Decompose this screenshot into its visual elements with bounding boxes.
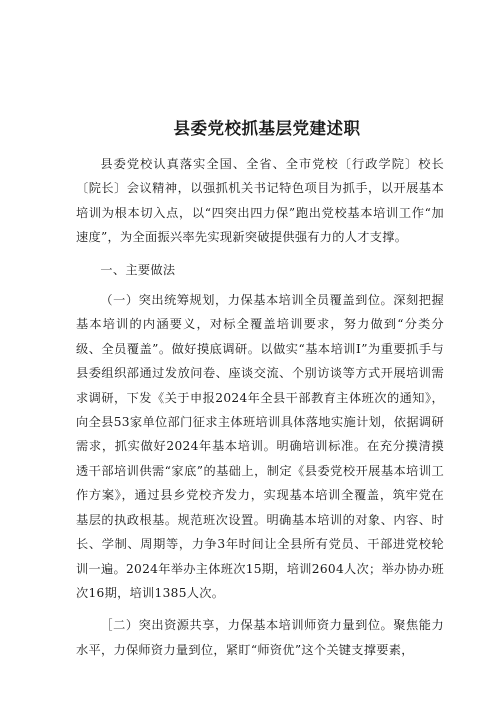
intro-paragraph: 县委党校认真落实全国、全省、全市党校〔行政学院〕校长〔院长〕会议精神，以强抓机关书记特色项目为抓手，以开展基本培训为根本切入点，以“四突出四力保”跑出党校基本培训工作“加速度”，为全面振兴率先实现新突破提供强有力的人才支撑。 <box>76 157 444 245</box>
paragraph-2: ［二）突出资源共享，力保基本培训师资力量到位。聚焦能力水平，力保师资力量到位，紧盯“师资优”这个关键支撑要素， <box>76 618 444 657</box>
document-title: 县委党校抓基层党建述职 <box>173 119 361 138</box>
paragraph-1: （一）突出统筹规划，力保基本培训全员覆盖到位。深刻把握基本培训的内涵要义，对标全覆盖培训要求，努力做到“分类分级、全员覆盖”。做好摸底调研。以做实“基本培训Ⅰ”为重要抓手与县委组织部通过发放问卷、座谈交流、个别访谈等方式开展培训需求调研，下发《关于申报2024年全县干部教育主体班次的通知》，向全县53家单位部门征求主体班培训具体落地实施计划，依据调研需求，抓实做好2024年基本培训。明确培训标准。在充分摸清摸透干部培训供需“家底”的基础上，制定《县委党校开展基本培训工作方案》，通过县乡党校齐发力，实现基本培训全覆盖，筑牢党在基层的执政根基。规范班次设置。明确基本培训的对象、内容、时长、学制、周期等，力争3年时间让全县所有党员、干部进党校轮训一遍。2024年举办主体班次15期，培训2604人次；举办协办班次16期，培训1385人次。 <box>76 293 444 600</box>
section-heading: 一、主要做法 <box>100 262 176 277</box>
